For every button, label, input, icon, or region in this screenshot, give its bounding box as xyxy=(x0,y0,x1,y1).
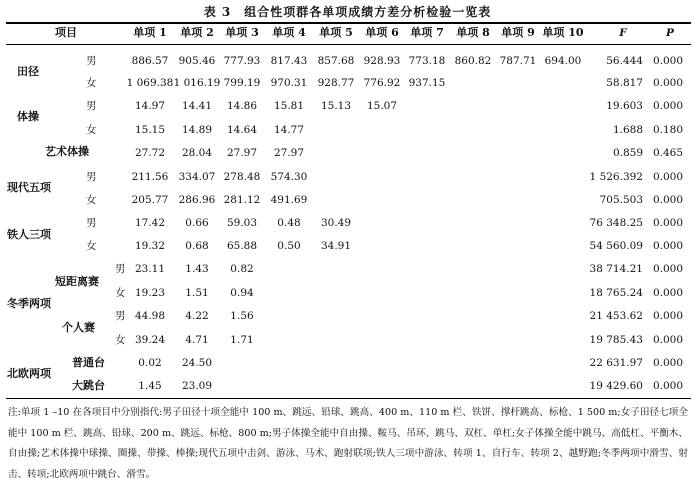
cell-event-6: 15.07 xyxy=(366,100,398,112)
group-dongji: 冬季两项 xyxy=(7,297,51,310)
cell-event-1: 14.97 xyxy=(134,100,166,112)
cell-event-3: 281.12 xyxy=(223,194,261,206)
cell-event-5: 857.68 xyxy=(317,55,355,67)
cell-event-1: 23.11 xyxy=(134,263,166,275)
subgroup-duanju: 短距离赛 xyxy=(55,275,99,288)
cell-event-10: 694.00 xyxy=(544,55,582,67)
subgroup-geren: 个人赛 xyxy=(62,321,95,334)
cell-event-5: 30.49 xyxy=(320,217,352,229)
cell-event-1: 0.02 xyxy=(138,357,162,369)
cell-event-2: 23.09 xyxy=(181,380,213,392)
cell-event-1: 44.98 xyxy=(134,310,166,322)
cell-event-9: 787.71 xyxy=(499,55,537,67)
cell-f: 19.603 xyxy=(606,100,643,112)
header-item: 项目 xyxy=(55,26,77,39)
cell-event-3: 65.88 xyxy=(226,240,258,252)
cell-event-3: 1.56 xyxy=(230,310,254,322)
cell-event-3: 777.93 xyxy=(223,55,261,67)
header-event-8: 单项 8 xyxy=(456,26,490,39)
cell-event-4: 15.81 xyxy=(273,100,305,112)
cell-event-1: 19.23 xyxy=(134,287,166,299)
cell-event-2: 28.04 xyxy=(181,147,213,159)
cell-event-3: 1.71 xyxy=(230,334,254,346)
cell-f: 21 453.62 xyxy=(589,310,643,322)
bottom-rule xyxy=(6,398,691,399)
gender-male: 男 xyxy=(115,263,126,275)
gender-male: 男 xyxy=(86,55,97,67)
cell-event-1: 211.56 xyxy=(131,171,169,183)
cell-event-8: 860.82 xyxy=(454,55,492,67)
cell-p: 0.000 xyxy=(652,77,683,89)
cell-event-7: 773.18 xyxy=(408,55,446,67)
cell-f: 54 560.09 xyxy=(589,240,643,252)
cell-event-1: 1.45 xyxy=(138,380,162,392)
gender-female: 女 xyxy=(86,124,97,136)
cell-event-2: 286.96 xyxy=(178,194,216,206)
cell-f: 58.817 xyxy=(606,77,643,89)
cell-event-2: 4.71 xyxy=(185,334,209,346)
header-event-4: 单项 4 xyxy=(272,26,306,39)
cell-event-5: 928.77 xyxy=(317,77,355,89)
gender-female: 女 xyxy=(115,287,126,299)
cell-event-3: 799.19 xyxy=(223,77,261,89)
cell-f: 0.859 xyxy=(612,147,643,159)
header-event-3: 单项 3 xyxy=(225,26,259,39)
cell-event-2: 4.22 xyxy=(185,310,209,322)
group-ticao: 体操 xyxy=(17,110,39,123)
cell-f: 18 765.24 xyxy=(589,287,643,299)
cell-event-1: 19.32 xyxy=(134,240,166,252)
cell-p: 0.000 xyxy=(652,217,683,229)
cell-event-2: 24.50 xyxy=(181,357,213,369)
cell-f: 19 785.43 xyxy=(589,334,643,346)
cell-event-1: 15.15 xyxy=(134,124,166,136)
cell-p: 0.000 xyxy=(652,263,683,275)
cell-f: 22 631.97 xyxy=(589,357,643,369)
table-caption: 表 3 组合性项群各单项成绩方差分析检验一览表 xyxy=(203,5,492,19)
gender-male: 男 xyxy=(86,171,97,183)
cell-event-4: 0.50 xyxy=(277,240,301,252)
cell-event-4: 14.77 xyxy=(273,124,305,136)
subgroup-datiao: 大跳台 xyxy=(72,379,105,392)
cell-f: 76 348.25 xyxy=(589,217,643,229)
cell-event-6: 776.92 xyxy=(363,77,401,89)
cell-p: 0.000 xyxy=(652,55,683,67)
gender-female: 女 xyxy=(86,77,97,89)
group-tianjing: 田径 xyxy=(17,65,39,78)
cell-f: 38 714.21 xyxy=(589,263,643,275)
header-event-10: 单项 10 xyxy=(542,26,584,39)
header-event-6: 单项 6 xyxy=(365,26,399,39)
subgroup-putong: 普通台 xyxy=(72,356,105,369)
cell-event-3: 14.86 xyxy=(226,100,258,112)
cell-event-2: 14.41 xyxy=(181,100,213,112)
group-beiou: 北欧两项 xyxy=(7,367,51,380)
header-f: F xyxy=(619,27,627,39)
header-event-5: 单项 5 xyxy=(319,26,353,39)
cell-event-5: 15.13 xyxy=(320,100,352,112)
top-rule xyxy=(6,22,691,24)
cell-p: 0.000 xyxy=(652,310,683,322)
cell-event-6: 928.93 xyxy=(363,55,401,67)
cell-event-4: 574.30 xyxy=(270,171,308,183)
cell-p: 0.000 xyxy=(652,287,683,299)
cell-event-1: 205.77 xyxy=(131,194,169,206)
header-event-7: 单项 7 xyxy=(410,26,444,39)
cell-p: 0.000 xyxy=(652,171,683,183)
cell-p: 0.000 xyxy=(652,100,683,112)
header-event-9: 单项 9 xyxy=(501,26,535,39)
gender-male: 男 xyxy=(115,310,126,322)
cell-event-3: 278.48 xyxy=(223,171,261,183)
cell-event-3: 0.82 xyxy=(230,263,254,275)
gender-male: 男 xyxy=(86,100,97,112)
cell-event-4: 491.69 xyxy=(270,194,308,206)
cell-f: 705.503 xyxy=(599,194,643,206)
cell-event-7: 937.15 xyxy=(408,77,446,89)
cell-p: 0.000 xyxy=(652,334,683,346)
cell-event-1: 39.24 xyxy=(134,334,166,346)
cell-event-2: 905.46 xyxy=(178,55,216,67)
cell-event-2: 1 016.19 xyxy=(173,77,221,89)
cell-event-2: 1.51 xyxy=(185,287,209,299)
cell-p: 0.465 xyxy=(652,147,683,159)
cell-event-3: 27.97 xyxy=(226,147,258,159)
cell-event-1: 1 069.38 xyxy=(126,77,174,89)
cell-f: 56.444 xyxy=(606,55,643,67)
cell-p: 0.000 xyxy=(652,194,683,206)
cell-event-5: 34.91 xyxy=(320,240,352,252)
header-event-2: 单项 2 xyxy=(180,26,214,39)
table-note: 注:单项 1 –10 在各项目中分别指代:男子田径十项全能中 100 m、跳远、铅球、跳高、400 m、110 m 栏、铁饼、撑杆跳高、标枪、1 500 m;女子田径七项全能中 100 m 栏、跳高、铅球、200 m、跳远、标枪、800 m;男子体操全能中自由操、鞍马、吊环、跳马、双杠、单杠;女子体操全能中跳马、高低杠、平衡木、自由操;艺术体操中球操、圈操、带操、棒操;现代五项中击剑、游泳、马术、跑射联项;铁人三项中游泳、转项 1、自行车、转项 2、越野跑;冬季两项中滑雪、射击、转项;北欧两项中跳台、滑雪。 xyxy=(8,407,688,480)
cell-event-2: 14.89 xyxy=(181,124,213,136)
cell-event-1: 27.72 xyxy=(134,147,166,159)
group-tieren: 铁人三项 xyxy=(7,228,51,241)
gender-female: 女 xyxy=(86,240,97,252)
cell-event-4: 817.43 xyxy=(270,55,308,67)
header-event-1: 单项 1 xyxy=(133,26,167,39)
cell-p: 0.180 xyxy=(652,124,683,136)
cell-event-2: 0.68 xyxy=(185,240,209,252)
group-xiandai: 现代五项 xyxy=(7,181,51,194)
header-rule xyxy=(6,44,691,45)
cell-p: 0.000 xyxy=(652,357,683,369)
cell-event-3: 59.03 xyxy=(226,217,258,229)
cell-event-3: 0.94 xyxy=(230,287,254,299)
group-yishu: 艺术体操 xyxy=(45,145,89,158)
cell-event-4: 27.97 xyxy=(273,147,305,159)
gender-female: 女 xyxy=(86,194,97,206)
cell-f: 1 526.392 xyxy=(589,171,643,183)
cell-event-1: 17.42 xyxy=(134,217,166,229)
header-p: P xyxy=(666,27,674,39)
cell-event-2: 0.66 xyxy=(185,217,209,229)
cell-p: 0.000 xyxy=(652,240,683,252)
cell-event-1: 886.57 xyxy=(131,55,169,67)
cell-event-2: 334.07 xyxy=(178,171,216,183)
cell-event-4: 0.48 xyxy=(277,217,301,229)
cell-f: 19 429.60 xyxy=(589,380,643,392)
gender-female: 女 xyxy=(115,334,126,346)
cell-event-4: 970.31 xyxy=(270,77,308,89)
cell-event-3: 14.64 xyxy=(226,124,258,136)
cell-p: 0.000 xyxy=(652,380,683,392)
cell-f: 1.688 xyxy=(612,124,643,136)
cell-event-2: 1.43 xyxy=(185,263,209,275)
gender-male: 男 xyxy=(86,217,97,229)
